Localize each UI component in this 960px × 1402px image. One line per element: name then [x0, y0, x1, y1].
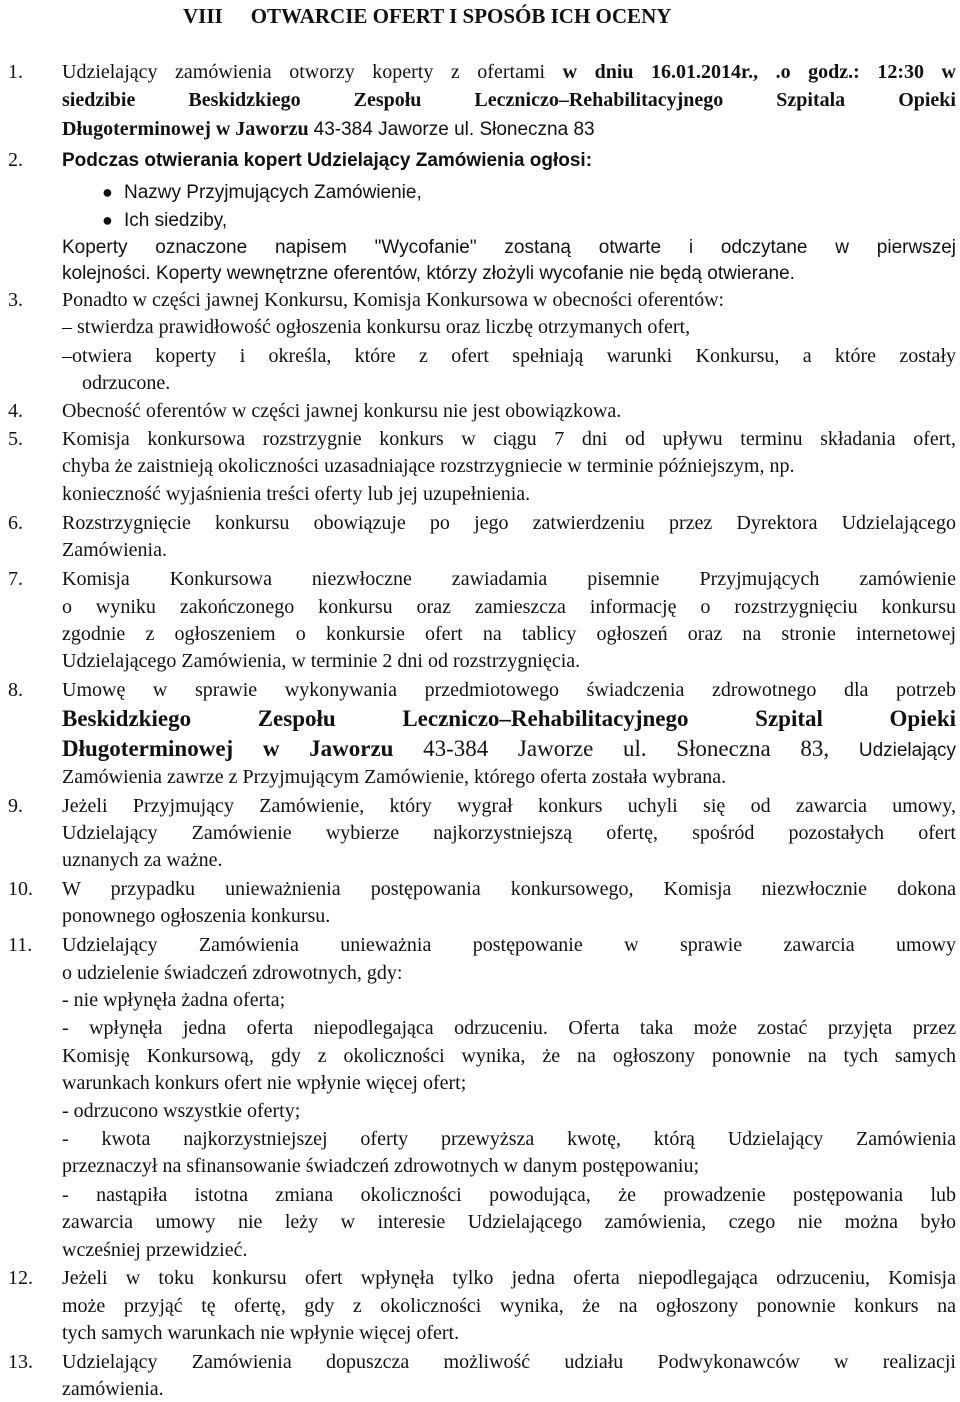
- list-item-number: 13.: [8, 1351, 33, 1373]
- text-line: [62, 1098, 956, 1124]
- text-run: Koperty oznaczone napisem "Wycofanie" zostaną otwarte i odczytane w pierwszej: [62, 237, 956, 258]
- text-line: [62, 793, 956, 819]
- text-run: Ich siedziby,: [124, 210, 228, 231]
- text-run: zawarcia umowy nie leży w interesie Udzielającego zamówienia, czego nie można było: [62, 1211, 956, 1233]
- text-run: w dniu 16.01.2014r., .o godz.: 12:30 w: [562, 61, 956, 83]
- text-line: [62, 903, 956, 929]
- text-run: zamówienia.: [62, 1378, 164, 1400]
- text-line: [62, 426, 956, 452]
- bullet-icon: ●: [102, 182, 113, 202]
- section-number: VIII: [183, 4, 223, 28]
- text-run: Obecność oferentów w części jawnej konkursu nie jest obowiązkowa.: [62, 400, 622, 422]
- text-line: [62, 648, 956, 674]
- list-item-number: 11.: [8, 934, 33, 956]
- text-line: [62, 1209, 956, 1235]
- list-item-number: 8.: [8, 679, 23, 701]
- text-run: tych samych warunkach nie wpłynie więcej ofert.: [62, 1322, 460, 1344]
- text-line: [62, 116, 956, 143]
- text-line: [62, 260, 956, 287]
- text-line: [62, 621, 956, 647]
- text-run: Udzielający: [858, 740, 956, 761]
- text-line: [62, 1320, 956, 1346]
- text-line: [62, 398, 956, 424]
- text-line: [62, 734, 956, 766]
- text-run: Komisja Konkursowa niezwłoczne zawiadamia pisemnie Przyjmujących zamówienie: [62, 568, 956, 590]
- list-item-number: 3.: [8, 289, 23, 311]
- text-run: - wpłynęła jedna oferta niepodlegająca odrzuceniu. Oferta taka może zostać przyjęta przez: [62, 1017, 956, 1039]
- text-line: [62, 820, 956, 846]
- text-line: [62, 314, 956, 340]
- section-heading: [183, 2, 671, 30]
- text-run: Komisja konkursowa rozstrzygnie konkurs w ciągu 7 dni od upływu terminu składania ofert,: [62, 428, 956, 450]
- text-line: [62, 1265, 956, 1291]
- text-run: warunkach konkurs ofert nie wpłynie więcej ofert;: [62, 1072, 467, 1094]
- text-line: [62, 453, 956, 479]
- text-line: [82, 370, 956, 396]
- list-item-number: 12.: [8, 1267, 33, 1289]
- text-run: Nazwy Przyjmujących Zamówienie,: [124, 182, 422, 203]
- text-run: chyba że zaistnieją okoliczności uzasadniające rozstrzygniecie w terminie późniejszym, np.: [62, 455, 795, 477]
- text-run: Udzielający Zamówienie wybierze najkorzystniejszą ofertę, spośród pozostałych ofert: [62, 822, 956, 844]
- text-run: przeznaczył na sfinansowanie świadczeń zdrowotnych w danym postępowaniu;: [62, 1155, 700, 1177]
- text-run: 43-384 Jaworze ul. Słoneczna 83: [313, 119, 595, 140]
- list-item-number: 9.: [8, 795, 23, 817]
- text-line: [62, 566, 956, 592]
- section-title: OTWARCIE OFERT I SPOSÓB ICH OCENY: [250, 4, 672, 28]
- text-run: Udzielający Zamówienia dopuszcza możliwość udziału Podwykonawców w realizacji: [62, 1351, 956, 1373]
- text-run: o wyniku zakończonego konkursu oraz zamieszcza informację o rozstrzygnięciu konkursu: [62, 596, 956, 618]
- text-run: Zamówienia.: [62, 539, 167, 561]
- text-line: [62, 59, 956, 85]
- text-run: Udzielający Zamówienia unieważnia postępowanie w sprawie zawarcia umowy: [62, 934, 956, 956]
- text-line: [62, 960, 956, 986]
- text-line: [62, 1293, 956, 1319]
- text-line: [62, 932, 956, 958]
- text-run: 43-384 Jaworze ul. Słoneczna 83,: [423, 736, 859, 761]
- text-run: Beskidzkiego Zespołu Leczniczo–Rehabilitacyjnego Szpital Opieki: [62, 706, 956, 731]
- text-run: może przyjąć tę ofertę, gdy z okoliczności wynika, że na ogłoszony ponownie konkurs na: [62, 1295, 956, 1317]
- text-line: [62, 876, 956, 902]
- text-run: Udzielającego Zamówienia, w terminie 2 dni od rozstrzygnięcia.: [62, 650, 581, 672]
- text-run: Rozstrzygnięcie konkursu obowiązuje po jego zatwierdzeniu przez Dyrektora Udzielającego: [62, 512, 956, 534]
- text-line: [62, 1070, 956, 1096]
- text-line: [62, 147, 956, 174]
- text-run: uznanych za ważne.: [62, 849, 223, 871]
- text-line: [124, 179, 956, 206]
- text-run: konieczność wyjaśnienia treści oferty lub jej uzupełnienia.: [62, 483, 531, 505]
- text-line: [62, 704, 956, 734]
- text-run: kolejności. Koperty wewnętrzne oferentów, którzy złożyli wycofanie nie będą otwierane.: [62, 263, 795, 284]
- list-item-number: 6.: [8, 512, 23, 534]
- text-line: [62, 1237, 956, 1263]
- list-item-number: 4.: [8, 400, 23, 422]
- text-line: [62, 1126, 956, 1152]
- text-line: [62, 481, 956, 507]
- text-run: – stwierdza prawidłowość ogłoszenia konkursu oraz liczbę otrzymanych ofert,: [62, 316, 691, 338]
- text-run: Ponadto w części jawnej Konkursu, Komisja Konkursowa w obecności oferentów:: [62, 289, 725, 311]
- text-line: [62, 287, 956, 313]
- text-run: zgodnie z ogłoszeniem o konkursie ofert na tablicy ogłoszeń oraz na stronie internetowej: [62, 623, 956, 645]
- text-run: –otwiera koperty i określa, które z ofert spełniają warunki Konkursu, a które zostały: [62, 345, 956, 367]
- text-run: - nie wpłynęła żadna oferta;: [62, 989, 286, 1011]
- text-run: Długoterminowej w Jaworzu: [62, 736, 424, 761]
- text-run: Długoterminowej w Jaworzu: [62, 118, 314, 140]
- text-run: o udzielenie świadczeń zdrowotnych, gdy:: [62, 962, 403, 984]
- text-line: [62, 1015, 956, 1041]
- text-run: wcześniej przewidzieć.: [62, 1239, 248, 1261]
- list-item-number: 2.: [8, 149, 23, 171]
- text-run: Jeżeli Przyjmujący Zamówienie, który wygrał konkurs uchyli się od zawarcia umowy,: [62, 795, 956, 817]
- text-line: [62, 87, 956, 113]
- text-run: Podczas otwierania kopert Udzielający Zamówienia ogłosi:: [62, 150, 593, 171]
- text-line: [62, 594, 956, 620]
- text-run: Zamówienia zawrze z Przyjmującym Zamówienie, którego oferta została wybrana.: [62, 766, 727, 788]
- text-line: [62, 1376, 956, 1402]
- text-line: [62, 1153, 956, 1179]
- text-line: [62, 510, 956, 536]
- text-run: siedzibie Beskidzkiego Zespołu Leczniczo–Rehabilitacyjnego Szpitala Opieki: [62, 89, 956, 111]
- text-line: [62, 1043, 956, 1069]
- text-run: Komisję Konkursową, gdy z okoliczności wynika, że na ogłoszony ponownie na tych samych: [62, 1045, 956, 1067]
- text-run: - kwota najkorzystniejszej oferty przewyższa kwotę, którą Udzielający Zamówienia: [62, 1128, 956, 1150]
- text-line: [62, 677, 956, 703]
- text-line: [62, 234, 956, 261]
- list-item-number: 5.: [8, 428, 23, 450]
- text-run: W przypadku unieważnienia postępowania konkursowego, Komisja niezwłocznie dokona: [62, 878, 956, 900]
- text-line: [124, 207, 956, 234]
- list-item-number: 10.: [8, 878, 33, 900]
- text-line: [62, 1349, 956, 1375]
- text-line: [62, 537, 956, 563]
- text-run: Jeżeli w toku konkursu ofert wpłynęła tylko jedna oferta niepodlegająca odrzuceniu, Komisja: [62, 1267, 956, 1289]
- text-run: ponownego ogłoszenia konkursu.: [62, 905, 331, 927]
- text-run: Udzielający zamówienia otworzy koperty z ofertami: [62, 61, 563, 83]
- text-line: [62, 987, 956, 1013]
- text-run: - nastąpiła istotna zmiana okoliczności powodująca, że prowadzenie postępowania lub: [62, 1184, 956, 1206]
- text-line: [62, 847, 956, 873]
- text-line: [62, 343, 956, 369]
- text-line: [62, 1182, 956, 1208]
- list-item-number: 7.: [8, 568, 23, 590]
- text-run: - odrzucono wszystkie oferty;: [62, 1100, 301, 1122]
- text-line: [62, 764, 956, 790]
- text-run: odrzucone.: [82, 372, 171, 394]
- bullet-icon: ●: [102, 210, 113, 230]
- text-run: Umowę w sprawie wykonywania przedmiotowego świadczenia zdrowotnego dla potrzeb: [62, 679, 956, 701]
- list-item-number: 1.: [8, 61, 23, 83]
